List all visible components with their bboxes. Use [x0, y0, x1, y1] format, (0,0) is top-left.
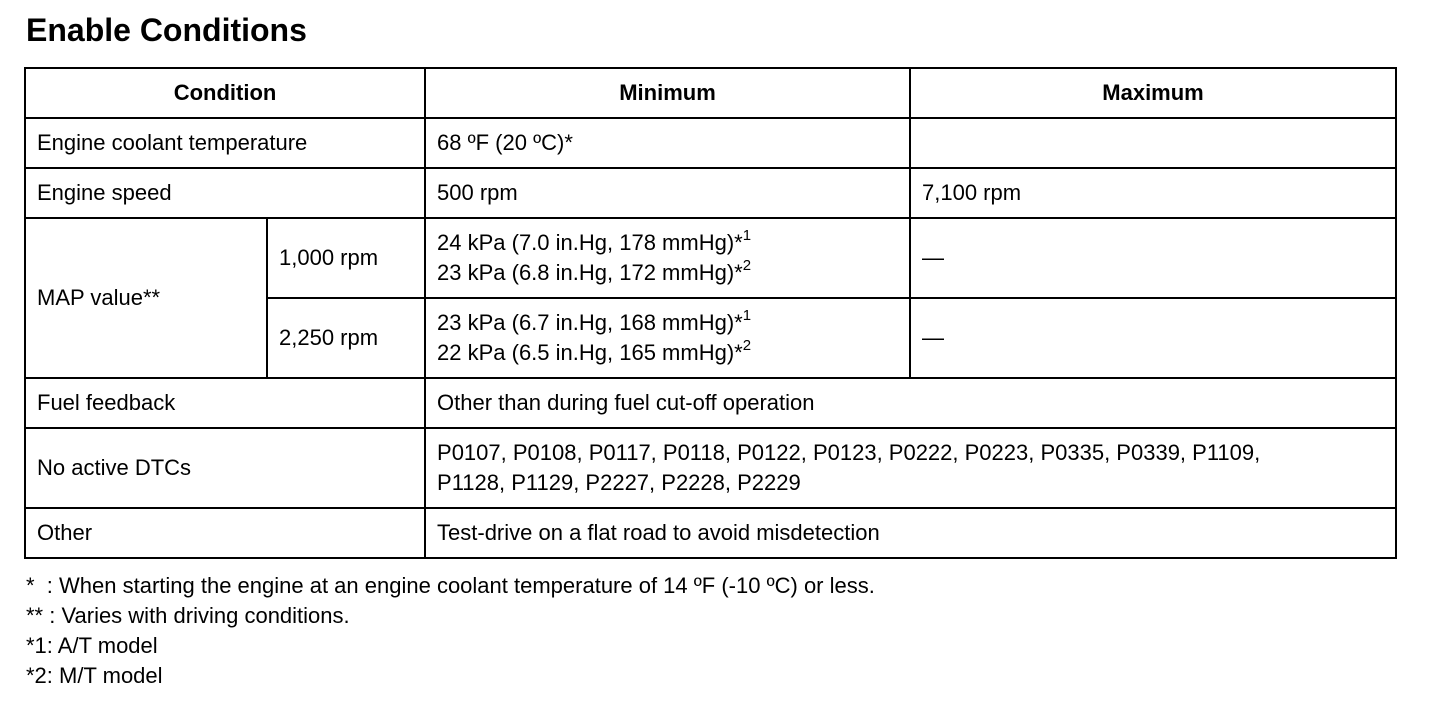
- table-row: [25, 118, 1396, 168]
- footnote: * : When starting the engine at an engine coolant temperature of 14 ºF (-10 ºC) or less.: [26, 573, 875, 598]
- footnote: *1: A/T model: [26, 633, 158, 658]
- rpm-cell: 2,250 rpm: [267, 298, 425, 378]
- condition-cell: Fuel feedback: [25, 378, 425, 428]
- table-row: [25, 218, 1396, 298]
- dtc-line: P0107, P0108, P0117, P0118, P0122, P0123, P0222, P0223, P0335, P0339, P1109,: [437, 440, 1261, 465]
- condition-cell: No active DTCs: [25, 428, 425, 508]
- map-min-line: 24 kPa (7.0 in.Hg, 178 mmHg)*: [437, 230, 743, 255]
- minimum-cell: 68 ºF (20 ºC)*: [425, 118, 910, 168]
- maximum-cell: 7,100 rpm: [910, 168, 1396, 218]
- value-cell: Other than during fuel cut-off operation: [425, 378, 1396, 428]
- dtc-list-cell: [425, 428, 1396, 508]
- map-min-line: 22 kPa (6.5 in.Hg, 165 mmHg)*: [437, 340, 743, 365]
- enable-conditions-table: [24, 67, 1397, 559]
- footnotes: [26, 571, 875, 691]
- condition-cell: Engine coolant temperature: [25, 118, 425, 168]
- footnote-mark: 2: [742, 256, 752, 274]
- footnote: ** : Varies with driving conditions.: [26, 603, 350, 628]
- table-row: [25, 508, 1396, 558]
- header-condition: Condition: [25, 68, 425, 118]
- minimum-cell: [425, 218, 910, 298]
- table-row: [25, 168, 1396, 218]
- header-row: [25, 68, 1396, 118]
- footnote-mark: 1: [742, 226, 752, 244]
- value-cell: Test-drive on a flat road to avoid misdetection: [425, 508, 1396, 558]
- maximum-cell: —: [910, 218, 1396, 298]
- header-minimum: Minimum: [425, 68, 910, 118]
- condition-cell: Other: [25, 508, 425, 558]
- minimum-cell: [425, 298, 910, 378]
- page-title: Enable Conditions: [26, 12, 307, 48]
- maximum-cell: —: [910, 298, 1396, 378]
- dtc-line: P1128, P1129, P2227, P2228, P2229: [437, 470, 801, 495]
- footnote: *2: M/T model: [26, 663, 163, 688]
- footnote-mark: 1: [742, 306, 752, 324]
- header-maximum: Maximum: [910, 68, 1396, 118]
- table-row: [25, 378, 1396, 428]
- minimum-cell: 500 rpm: [425, 168, 910, 218]
- condition-cell: Engine speed: [25, 168, 425, 218]
- map-min-line: 23 kPa (6.7 in.Hg, 168 mmHg)*: [437, 310, 743, 335]
- table-row: [25, 428, 1396, 508]
- map-min-line: 23 kPa (6.8 in.Hg, 172 mmHg)*: [437, 260, 743, 285]
- footnote-mark: 2: [742, 336, 752, 354]
- maximum-cell: [910, 118, 1396, 168]
- condition-cell: MAP value**: [25, 218, 267, 378]
- rpm-cell: 1,000 rpm: [267, 218, 425, 298]
